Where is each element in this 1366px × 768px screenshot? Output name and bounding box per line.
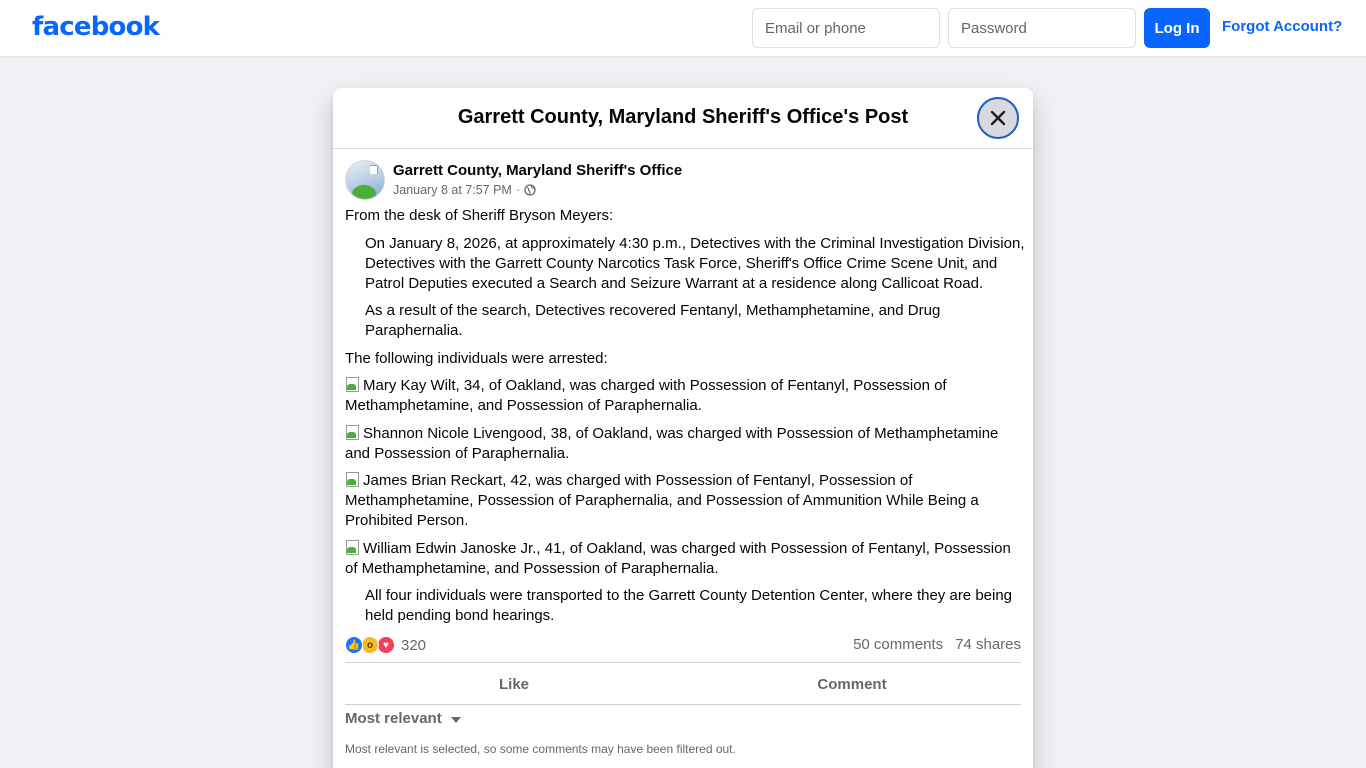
filter-note: Most relevant is selected, so some comments may have been filtered out. [345, 742, 736, 756]
reactions-summary[interactable] [345, 636, 426, 654]
broken-image-icon [345, 471, 361, 487]
top-navigation-bar [0, 0, 1366, 56]
post-timestamp[interactable]: January 8 at 7:57 PM [393, 183, 512, 197]
email-input[interactable] [752, 8, 940, 48]
post-paragraph: The following individuals were arrested: [345, 349, 608, 367]
comment-button[interactable]: Comment [817, 675, 887, 693]
broken-image-icon [345, 424, 361, 440]
close-icon [989, 109, 1007, 127]
dialog-title: Garrett County, Maryland Sheriff's Office's Post [457, 106, 909, 128]
wow-reaction-icon: o [361, 636, 379, 654]
password-input[interactable] [948, 8, 1136, 48]
comment-sort-dropdown[interactable] [345, 710, 461, 727]
comments-count-link[interactable]: 50 comments [853, 636, 944, 653]
dialog-header [333, 88, 1033, 149]
arrest-item: Mary Kay Wilt, 34, of Oakland, was charged with Possession of Fentanyl, Possession of Methamphetamine, and Possession of Paraphernalia. [345, 377, 947, 414]
broken-image-icon [345, 539, 361, 555]
forgot-account-link[interactable]: Forgot Account? [1222, 18, 1343, 35]
meta-separator: · [515, 183, 520, 197]
globe-icon [524, 184, 536, 196]
page-avatar[interactable] [345, 160, 385, 200]
post-stats-bar [345, 636, 1021, 663]
caret-down-icon [451, 717, 461, 723]
arrest-item: James Brian Reckart, 42, was charged with Possession of Fentanyl, Possession of Methamphetamine, Possession of Paraphernalia, and Possession of Ammunition While Being a Prohibited Person. [345, 472, 979, 529]
post-paragraph: On January 8, 2026, at approximately 4:30 p.m., Detectives with the Criminal Investigation Division, Detectives with the Garrett County Narcotics Task Force, Sheriff's Office Crime Scene Unit, and Patrol Deputies executed a Search and Seizure Warrant at a residence along Callicoat Road. [365, 234, 1025, 292]
sort-label: Most relevant [345, 710, 442, 727]
login-button[interactable]: Log In [1144, 8, 1210, 48]
post-paragraph: From the desk of Sheriff Bryson Meyers: [345, 207, 614, 224]
broken-image-icon [370, 165, 378, 174]
facebook-logo[interactable]: facebook [32, 12, 160, 42]
close-button[interactable] [977, 97, 1019, 139]
post-dialog [333, 88, 1033, 768]
love-reaction-icon: ♥ [377, 636, 395, 654]
arrest-item: Shannon Nicole Livengood, 38, of Oakland, was charged with Possession of Methamphetamine and Possession of Paraphernalia. [345, 424, 999, 462]
like-button[interactable]: Like [498, 675, 529, 693]
page-name-link[interactable]: Garrett County, Maryland Sheriff's Office [393, 162, 683, 179]
post-action-bar [345, 664, 1021, 705]
like-reaction-icon: 👍 [345, 636, 363, 654]
broken-image-icon [345, 376, 361, 392]
reaction-count[interactable]: 320 [401, 636, 427, 654]
post-body [345, 206, 1025, 634]
shares-count-link[interactable]: 74 shares [955, 636, 1021, 653]
post-paragraph: As a result of the search, Detectives recovered Fentanyl, Methamphetamine, and Drug Paraphernalia. [365, 302, 941, 339]
post-paragraph: All four individuals were transported to the Garrett County Detention Center, where they are being held pending bond hearings. [365, 587, 1013, 624]
arrest-item: William Edwin Janoske Jr., 41, of Oakland, was charged with Possession of Fentanyl, Possession of Methamphetamine, and Possession of Paraphernalia. [345, 539, 1011, 577]
post-meta [393, 183, 536, 197]
